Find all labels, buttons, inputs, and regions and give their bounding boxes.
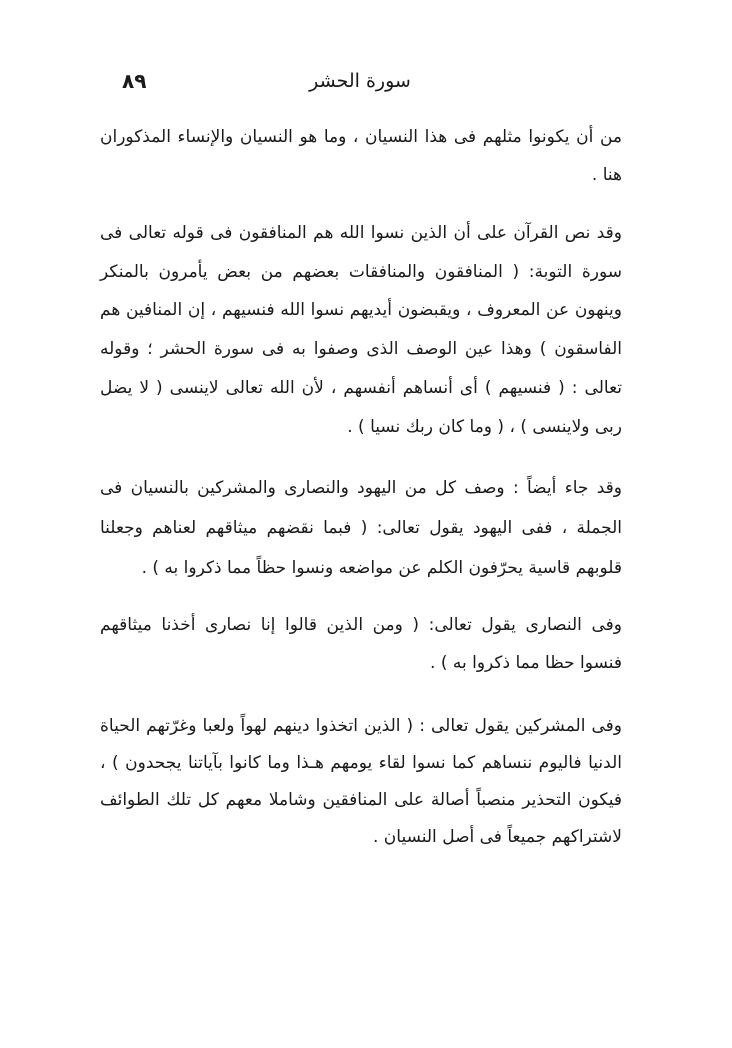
paragraph-3: وقد جاء أيضاً : وصف كل من اليهود والنصارى والمشركين بالنسيان فى الجملة ، ففى اليهود يقول تعالى: ( فبما نقضهم ميثاقهم لعناهم وجعلنا قلوبهم قاسية يحرّفون الكلم عن مواضعه ونسوا حظاً مما ذكروا به ) . bbox=[100, 478, 622, 579]
page-header bbox=[100, 64, 620, 98]
page-number: ٨٩ bbox=[122, 69, 147, 93]
page-body bbox=[100, 118, 622, 856]
paragraph-2: وقد نص القرآن على أن الذين نسوا الله هم المنافقون فى قوله تعالى فى سورة التوبة: ( المنافقون والمنافقات بعضهم من بعض يأمرون بالمنكر وينهون عن المعروف ، ويقبضون أيديهم نسوا الله فنسيهم ، إن المنافين هم الفاسقون ) وهذا عين الوصف الذى وصفوا به فى سورة الحشر ؛ وقوله تعالى : ( فنسيهم ) أى أنساهم أنفسهم ، لأن الله تعالى لاينسى ( لا يضل ربى ولاينسى ) ، ( وما كان ربك نسيا ) . bbox=[100, 223, 622, 437]
chapter-title: سورة الحشر bbox=[309, 70, 411, 92]
paragraph-1: من أن يكونوا مثلهم فى هذا النسيان ، وما هو النسيان والإنساء المذكوران هنا . bbox=[100, 127, 622, 185]
paragraph-5: وفى المشركين يقول تعالى : ( الذين اتخذوا دينهم لهواً ولعبا وغرّتهم الحياة الدنيا فاليوم ننساهم كما نسوا لقاء يومهم هـذا وما كانوا بآياتنا يجحدون ) ، فيكون التحذير منصباً أصالة على المنافقين وشاملا معهم كل تلك الطوائف لاشتراكهم جميعاً فى أصل النسيان . bbox=[100, 716, 622, 848]
paragraph-4: وفى النصارى يقول تعالى: ( ومن الذين قالوا إنا نصارى أخذنا ميثاقهم فنسوا حظا مما ذكروا به ) . bbox=[100, 615, 622, 674]
